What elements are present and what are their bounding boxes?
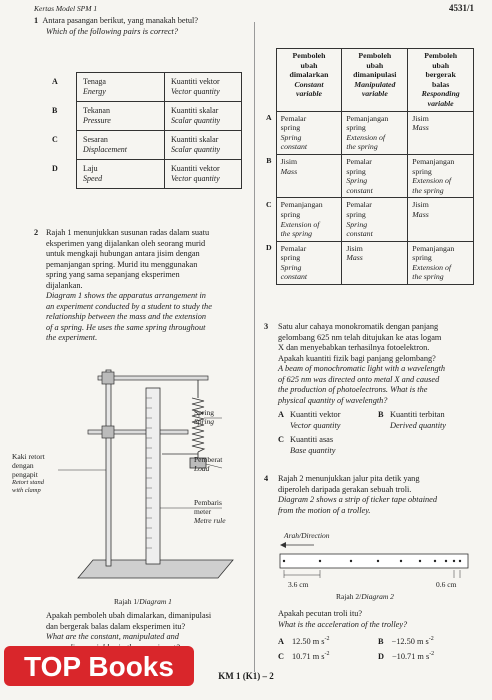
label-spring: Spring Spring: [194, 408, 215, 426]
q4-options: [278, 634, 478, 662]
q2-option-row: C Pemanjangan spring Extension of the spring Pemalar spring Spring constant Jisim Mass: [262, 198, 474, 241]
header-left: Kertas Model SPM 1: [34, 4, 98, 13]
q1-text-en: Which of the following pairs is correct?: [46, 26, 178, 36]
boss-head-lower: [102, 426, 114, 438]
q2-text-ms: Rajah 1 menunjukkan susunan radas dalam suatu eksperimen yang dijalankan oleh seorang murid untuk mengkaji hubungan antara jisim dengan pemanjangan spring. Murid itu menggunakan spring yang sama sepanjang eksperimen dijalankan.: [46, 228, 210, 290]
page-footer: KM 1 (K1) – 2: [218, 671, 274, 681]
question-3: 3 Satu alur cahaya monokromatik dengan panjang gelombang 625 nm telah ditujukan ke atas logam X dan menyebabkan terhasilnya fotoelektron. Apakah kuantiti fizik bagi panjang gelombang? A beam of monochromatic light with a wavelength of 625 nm was directed onto metal X and caused the production of photoelectrons. What is the physical quantity of wavelength? A Kuantiti vektor Vector quantity B Kuantiti terbitan Derived quantity C Kuantiti asas Base quantity: [264, 322, 478, 456]
q3-option: C Kuantiti asas Base quantity: [278, 435, 336, 455]
q1-option-row: A Tenaga Energy Kuantiti vektor Vector quantity: [50, 73, 242, 102]
q1-text-ms: Antara pasangan berikut, yang manakah betul?: [42, 16, 199, 25]
label-metre-rule: Pembaris meter Metre rule: [194, 498, 226, 525]
q2-option-row: D Pemalar spring Spring constant Jisim Mass Pemanjangan spring Extension of the spring: [262, 241, 474, 284]
diagram-1-caption: Rajah 1/Diagram 1: [114, 597, 172, 606]
ticker-tape: [280, 554, 468, 568]
q2-number: 2: [34, 228, 39, 237]
q4-option: C 10.71 m $s^{-2}$: [278, 650, 330, 661]
q4-option: B −12.50 m $s^{-2}$: [378, 636, 434, 646]
boss-head-top: [102, 372, 114, 384]
svg-text:TOP Books: TOP Books: [24, 651, 174, 682]
option-letter: D: [52, 163, 58, 173]
label-retort-stand: Kaki retort dengan pengapit Retort stand with clamp: [12, 452, 45, 494]
table-header: Pemboleh ubah bergerak balas Responding variable: [408, 49, 474, 112]
q3-option: B Kuantiti terbitan Derived quantity: [378, 410, 446, 430]
q4-option: D −10.71 m $s^{-2}$: [378, 650, 435, 661]
label-load: Pemberat Load: [194, 455, 223, 473]
direction-label: Arah/Direction: [284, 531, 330, 540]
q2-option-row: A Pemalar spring Spring constant Pemanjangan spring Extension of the spring Jisim Mass: [262, 111, 474, 154]
dim-left: 3.6 cm: [288, 580, 309, 589]
header-right: 4531/1: [448, 3, 474, 13]
retort-rod: [106, 370, 111, 566]
q3-number: 3: [264, 322, 269, 331]
table-header: Pemboleh ubah dimalarkan Constant variable: [276, 49, 342, 112]
q2-text-en: Diagram 1 shows the apparatus arrangement in an experiment conducted by a student to study the relationship between the mass and the extension of a spring. He uses the same spring throughout the experiment.: [46, 291, 212, 342]
q3-option: A Kuantiti vektor Vector quantity: [278, 410, 341, 430]
q1-number: 1: [34, 16, 39, 25]
option-letter: B: [52, 105, 58, 115]
column-divider: [254, 22, 255, 672]
option-letter: C: [52, 134, 58, 144]
q1-option-row: D Laju Speed Kuantiti vektor Vector quantity: [50, 160, 242, 189]
clamp-arm-top: [98, 376, 208, 380]
table-header: Pemboleh ubah dimanipulasi Manipulated variable: [342, 49, 408, 112]
q1-option-row: C Sesaran Displacement Kuantiti skalar Scalar quantity: [50, 131, 242, 160]
question-1: [34, 16, 249, 37]
q2-option-row: B Jisim Mass Pemalar spring Spring constant Pemanjangan spring Extension of the spring: [262, 154, 474, 197]
q2-options-table: [262, 48, 474, 285]
q1-option-row: B Tekanan Pressure Kuantiti skalar Scalar quantity: [50, 102, 242, 131]
q1-options-table: [50, 72, 242, 189]
metre-rule: [146, 388, 160, 564]
question-4: 4 Rajah 2 menunjukkan jalur pita detik yang diperoleh daripada gerakan sebuah troli. Diagram 2 shows a strip of ticker tape obtained from the motion of a trolley.: [264, 474, 438, 515]
question-2: [34, 228, 248, 344]
top-books-logo: [4, 634, 194, 698]
option-letter: A: [52, 76, 58, 86]
q2-question: Apakah pemboleh ubah dimalarkan, dimanipulasi dan bergerak balas dalam eksperimen itu? What are the constant, manipulated and: [46, 611, 212, 641]
q4-number: 4: [264, 474, 269, 483]
q3-options: [264, 410, 478, 456]
q4-question: Apakah pecutan troli itu? What is the acceleration of the trolley?: [278, 609, 408, 629]
q4-option: A 12.50 m $s^{-2}$: [278, 636, 330, 646]
dim-right: 0.6 cm: [436, 580, 457, 589]
diagram-2-caption: Rajah 2/Diagram 2: [336, 592, 394, 601]
diagram-1-apparatus: [58, 358, 248, 593]
